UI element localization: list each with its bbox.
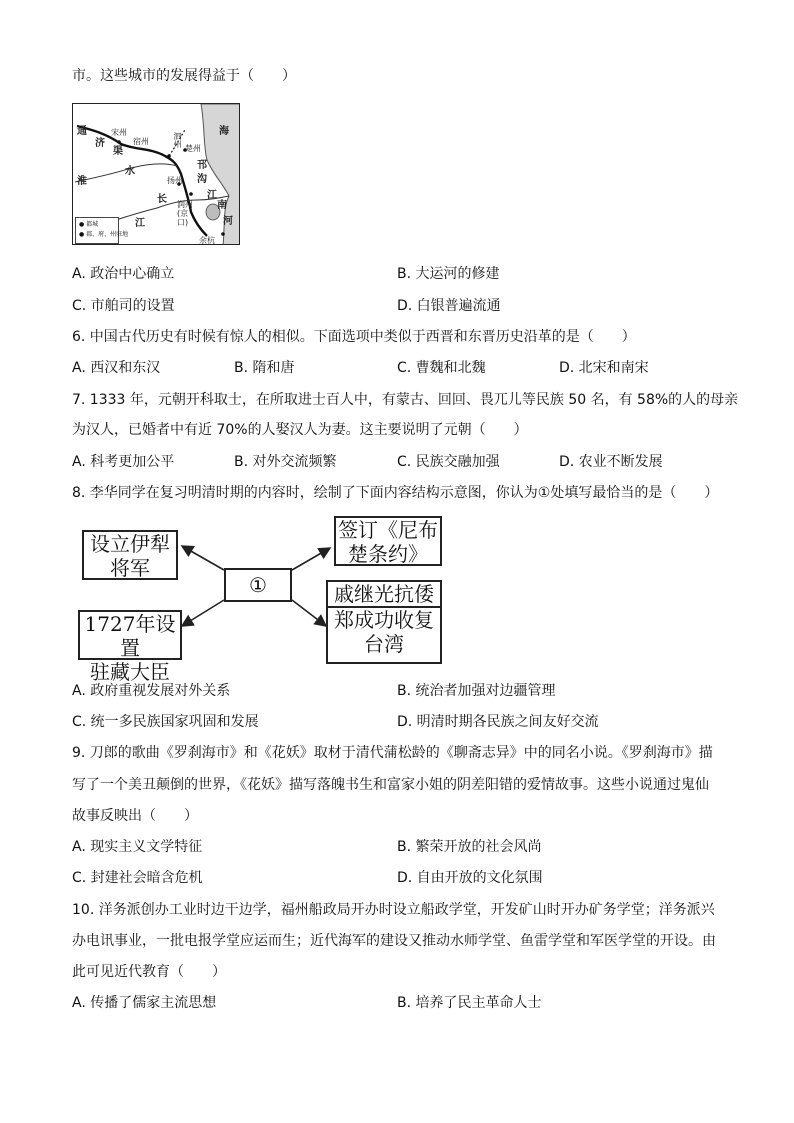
nerchinsk-line2: 楚条约》 bbox=[348, 542, 428, 566]
q9-stem-line3: 故事反映出（ ） bbox=[72, 808, 198, 824]
q5-option-b: B. 大运河的修建 bbox=[397, 266, 500, 282]
map-label-chang: 长 bbox=[157, 194, 167, 205]
q5-option-c: C. 市舶司的设置 bbox=[72, 298, 175, 314]
map-label-shui: 水 bbox=[125, 166, 135, 177]
q5-stem: 市。这些城市的发展得益于（ ） bbox=[72, 68, 296, 84]
q6-option-a: A. 西汉和东汉 bbox=[72, 360, 161, 376]
map-label-tong: 通 bbox=[77, 126, 87, 137]
zhuzang-line2: 驻藏大臣 bbox=[90, 660, 170, 684]
diagram-box-coastal bbox=[326, 580, 442, 664]
diagram-box-zhuzang bbox=[78, 610, 182, 684]
map-label-he: 河 bbox=[223, 216, 233, 227]
q9-option-b: B. 繁荣开放的社会风尚 bbox=[397, 839, 542, 855]
q7-option-b: B. 对外交流频繁 bbox=[234, 454, 337, 470]
q6-stem: 6. 中国古代历史有时候有惊人的相似。下面选项中类似于西晋和东晋历史沿革的是（ ） bbox=[72, 329, 636, 345]
diagram-box-nerchinsk bbox=[334, 516, 442, 566]
center-marker: ① bbox=[249, 573, 267, 597]
map-label-runzhou: 润州(京口) bbox=[177, 200, 193, 227]
q9-option-a: A. 现实主义文学特征 bbox=[72, 839, 203, 855]
q9-option-c: C. 封建社会暗含危机 bbox=[72, 870, 203, 886]
map-label-huai: 淮 bbox=[77, 176, 87, 187]
map-label-gou: 沟 bbox=[197, 174, 207, 185]
map-label-ji: 济 bbox=[95, 138, 105, 149]
yili-line1: 设立伊犁 bbox=[90, 532, 170, 556]
map-label-jiang-b: 江 bbox=[135, 218, 145, 229]
map-label-yuhang: 余杭 bbox=[199, 236, 215, 245]
diagram-center-box bbox=[224, 568, 292, 602]
diagram-box-yili bbox=[82, 530, 178, 580]
q6-option-d: D. 北宋和南宋 bbox=[559, 360, 649, 376]
map-label-yangzhou: 扬州 bbox=[167, 176, 183, 185]
map-label-songzhou: 宋州 bbox=[111, 128, 127, 137]
q10-stem-line3: 此可见近代教育（ ） bbox=[72, 964, 226, 980]
q5-option-d: D. 白银普遍流通 bbox=[397, 298, 501, 314]
q7-option-a: A. 科考更加公平 bbox=[72, 454, 175, 470]
map-sea-label: 海 bbox=[219, 126, 229, 137]
map-label-han: 邗 bbox=[197, 160, 207, 171]
map-label-suzhou: 宿州 bbox=[133, 137, 149, 146]
map-label-nan: 南 bbox=[217, 200, 227, 211]
q8-option-d: D. 明清时期各民族之间友好交流 bbox=[397, 714, 599, 730]
grand-canal-map bbox=[72, 103, 240, 245]
q8-option-b: B. 统治者加强对边疆管理 bbox=[397, 683, 556, 699]
map-label-jiang-a: 江 bbox=[207, 190, 217, 201]
map-legend bbox=[75, 217, 129, 244]
nerchinsk-line1: 签订《尼布 bbox=[338, 518, 438, 542]
q6-option-b: B. 隋和唐 bbox=[234, 360, 295, 376]
map-label-chuzhou: 楚州 bbox=[185, 144, 201, 153]
zhengchenggong-line1: 郑成功收复 bbox=[334, 608, 434, 632]
map-label-qu: 渠 bbox=[113, 146, 123, 157]
q7-stem-line2: 为汉人，已婚者中有近 70%的人娶汉人为妻。这主要说明了元朝（ ） bbox=[72, 422, 528, 438]
q7-option-d: D. 农业不断发展 bbox=[559, 454, 663, 470]
zhengchenggong-line2: 台湾 bbox=[364, 632, 404, 656]
legend-capital: ● 都城 bbox=[79, 221, 99, 228]
q8-option-c: C. 统一多民族国家巩固和发展 bbox=[72, 714, 259, 730]
legend-prefecture: ● 郡、府、州驻地 bbox=[79, 231, 129, 238]
q5-option-a: A. 政治中心确立 bbox=[72, 266, 175, 282]
q7-stem-line1: 7. 1333 年，元朝开科取士，在所取进士百人中，有蒙古、回回、畏兀儿等民族 50 名，有 58%的人的母亲 bbox=[72, 392, 739, 408]
q6-option-c: C. 曹魏和北魏 bbox=[397, 360, 486, 376]
qijiguang-text: 戚继光抗倭 bbox=[328, 582, 440, 608]
q10-option-b: B. 培养了民主革命人士 bbox=[397, 995, 542, 1011]
q7-option-c: C. 民族交融加强 bbox=[397, 454, 500, 470]
map-label-sizhou: 泗州 bbox=[173, 132, 182, 148]
q8-option-a: A. 政府重视发展对外关系 bbox=[72, 683, 231, 699]
yili-line2: 将军 bbox=[110, 556, 150, 580]
q10-stem-line2: 办电讯事业，一批电报学堂应运而生；近代海军的建设又推动水师学堂、鱼雷学堂和军医学堂的开设。由 bbox=[72, 933, 716, 949]
q10-stem-line1: 10. 洋务派创办工业时边干边学，福州船政局开办时设立船政学堂，开发矿山时开办矿务学堂；洋务派兴 bbox=[72, 902, 715, 918]
q9-stem-line2: 写了一个美丑颠倒的世界，《花妖》描写落魄书生和富家小姐的阴差阳错的爱情故事。这些小说通过鬼仙 bbox=[72, 777, 709, 793]
q9-option-d: D. 自由开放的文化氛围 bbox=[397, 870, 543, 886]
zhuzang-line1: 1727年设置 bbox=[84, 612, 176, 660]
structure-diagram bbox=[72, 516, 444, 684]
q10-option-a: A. 传播了儒家主流思想 bbox=[72, 995, 217, 1011]
q8-stem: 8. 李华同学在复习明清时期的内容时，绘制了下面内容结构示意图，你认为①处填写最恰当的是（ ） bbox=[72, 485, 719, 501]
q9-stem-line1: 9. 刀郎的歌曲《罗刹海市》和《花妖》取材于清代蒲松龄的《聊斋志异》中的同名小说。《罗刹海市》描 bbox=[72, 745, 713, 761]
